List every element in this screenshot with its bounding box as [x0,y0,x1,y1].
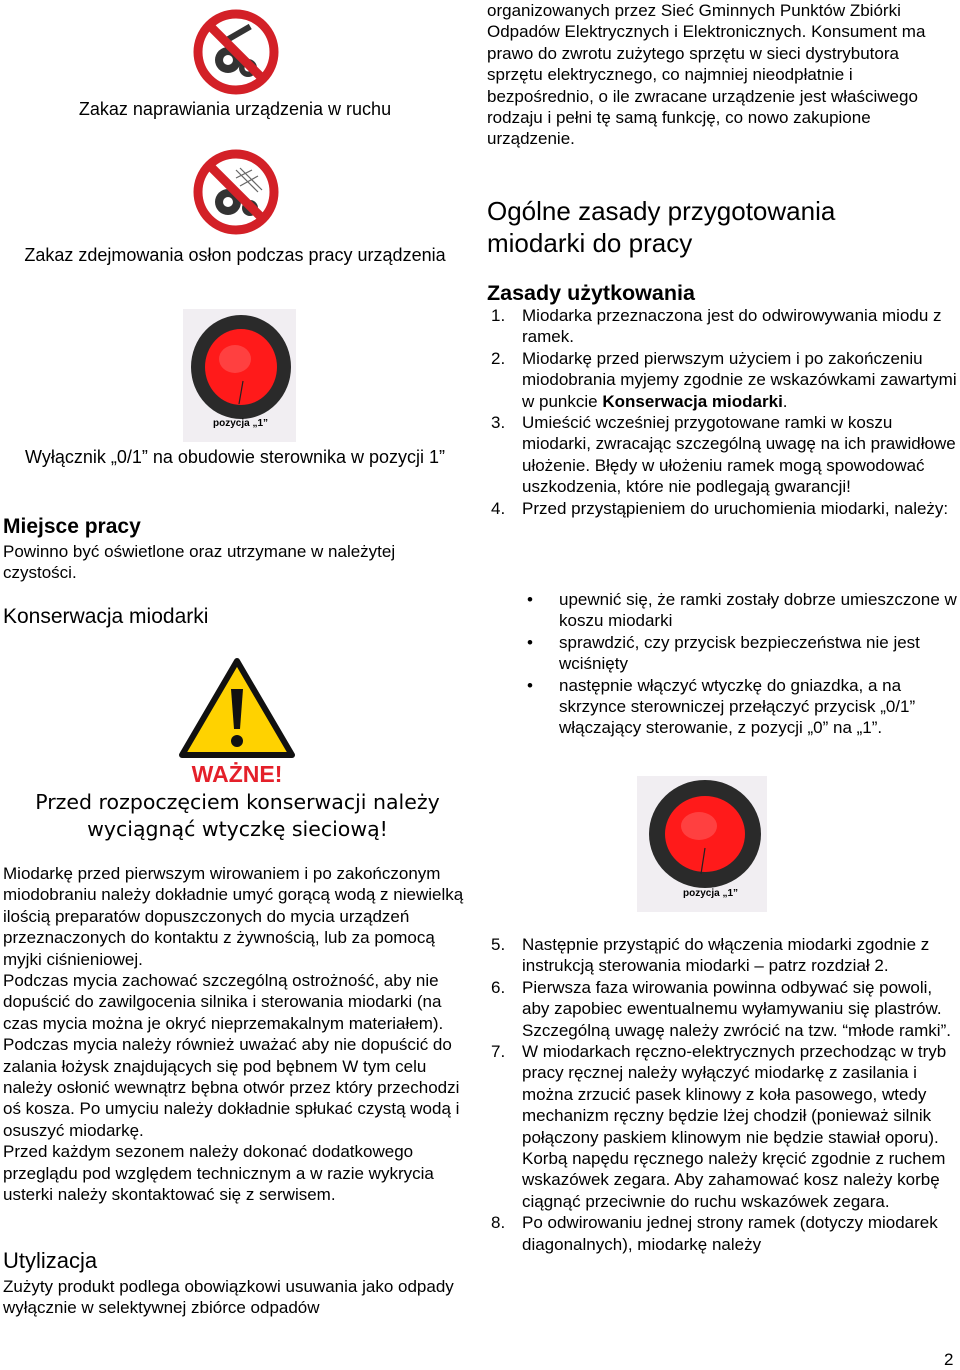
switch-label: pozycja „1” [213,418,269,429]
checklist-item [523,675,958,739]
sign2-caption: Zakaz zdejmowania osłon podczas pracy urządzenia [24,245,446,265]
rule-item [487,1212,957,1255]
switch-label-2: pozycja „1” [683,888,739,899]
warning-text-line-1: Przed rozpoczęciem konserwacji należy [35,790,440,814]
rule-text: Miodarkę przed pierwszym użyciem i po zakończeniu miodobrania myjemy zgodnie ze wskazówkami zawartymi w punkcie [522,348,957,411]
rules-list [487,305,957,519]
maintenance-paragraph-2: Podczas mycia zachować szczególną ostrożność, aby nie dopuścić do zawilgocenia silnika i sterowania miodarki (na czas mycia można je okryć nieprzemakalnym materiałem). [3,971,444,1033]
rule-item [487,977,957,1041]
rule-text: Przed przystąpieniem do uruchomienia miodarki, należy: [522,498,949,518]
section-title [487,195,957,259]
rule-item [487,498,957,519]
checklist-item [523,589,958,632]
rule-item [487,1041,957,1212]
warning-label: WAŻNE! [191,761,283,787]
checklist-text: następnie włączyć wtyczkę do gniazdka, a na skrzynce sterowniczej przełączyć przycisk „0/1” włączający sterowanie, z pozycji „0” na „1”. [559,675,916,738]
section-title-line-1: Ogólne zasady przygotowania [487,196,836,226]
section-title-line-2: miodarki do pracy [487,228,693,258]
bullet-icon: • [527,632,533,652]
rule-text: Następnie przystąpić do włączenia miodarki zgodnie z instrukcją sterowania miodarki – patrz rozdział 2. [522,935,930,976]
rules-heading: Zasady użytkowania [487,281,695,305]
no-removing-guards-icon [192,148,280,236]
rule-number: 1. [491,306,506,325]
rule-number: 4. [491,498,506,518]
workplace-heading: Miejsce pracy [3,515,141,538]
rule-number: 6. [491,977,506,997]
rule-number: 2. [491,348,506,368]
maintenance-heading: Konserwacja miodarki [3,605,209,628]
maintenance-paragraph-1: Miodarkę przed pierwszym wirowaniem i po zakończonym miodobraniu należy dokładnie umyć gorącą wodą z niewielką ilością preparatów dopuszczonych do mycia urządzeń przeznaczonych do kontaktu z żywnością, lub za pomocą myjki ciśnieniowej. [3,864,464,969]
bullet-icon: • [527,590,533,609]
checklist-text: sprawdzić, czy przycisk bezpieczeństwa nie jest wciśnięty [559,632,920,674]
checklist [523,589,958,739]
checklist-item [523,632,958,675]
switch-caption: Wyłącznik „0/1” na obudowie sterownika w pozycji 1” [24,447,445,467]
rule-text-end: . [782,391,788,411]
rule-item [487,412,957,498]
warning-icon [178,657,296,759]
rule-number: 3. [491,413,506,433]
rule-text: Umieścić wcześniej przygotowane ramki w koszu miodarki, zwracając szczególną uwagę na ich prawidłowe ułożenie. Błędy w ułożeniu ramek mogą spowodować uszkodzenia, które nie podlegają gwarancji! [522,413,956,497]
disposal-continuation: organizowanych przez Sieć Gminnych Punktów Zbiórki Odpadów Elektrycznych i Elektronicznych. Konsument ma prawo do zwrotu zużytego sprzętu w sieci dystrybutora sprzętu elektrycznego, co najmniej nieodpłatnie i bezpośrednio, o ile zwracane urządzenie jest właściwego rodzaju i pełni tę samą funkcję, co nowo zakupione urządzenie. [487,1,926,149]
checklist-text: upewnić się, że ramki zostały dobrze umieszczone w koszu miodarki [559,590,957,631]
sign1-caption: Zakaz naprawiania urządzenia w ruchu [78,99,392,119]
rule-text: Po odwirowaniu jednej strony ramek (dotyczy miodarek diagonalnych), miodarkę należy [522,1213,938,1254]
workplace-text: Powinno być oświetlone oraz utrzymane w należytej czystości. [3,542,396,583]
maintenance-body [3,863,473,1206]
rule-number: 7. [491,1042,506,1062]
bullet-icon: • [527,675,533,695]
rule-text: W miodarkach ręczno-elektrycznych przechodząc w tryb pracy ręcznej należy wyłączyć miodarkę z zasilania i można zrzucić pasek klinowy z koła pasowego, wtedy mechanizm ręczny będzie lżej chodził (ponieważ silnik połączony paskiem klinowym nie będzie stawiał oporu). Korbą napędu ręcznego należy kręcić zgodnie z ruchem wskazówek zegara. Aby zahamować kosz należy korbę ciągnąć przeciwnie do ruchu wskazówek zegara. [522,1042,947,1211]
rule-item [487,348,957,412]
maintenance-paragraph-3: Podczas mycia należy również uważać aby nie dopuścić do zalania łożysk znajdujących się pod bębnem W tym celu należy osłonić wewnątrz bębna otwór przez który przechodzi oś kosza. Po umyciu należy dokładnie spłukać czystą wodą i osuszyć miodarkę. [3,1035,460,1140]
no-repair-while-running-icon [192,8,280,96]
rule-text: Pierwsza faza wirowania powinna odbywać się powoli, aby zapobiec ewentualnemu wyłamywaniu się plastrów. Szczególną uwagę należy zwrócić na tzw. “młode ramki”. [522,977,951,1040]
rules-list-continued [487,934,957,1255]
warning-text-line-2: wyciągnąć wtyczkę sieciową! [87,817,388,841]
page-number: 2 [944,1350,954,1369]
rule-text-bold: Konserwacja miodarki [602,391,783,411]
rule-number: 8. [491,1213,506,1233]
maintenance-paragraph-4: Przed każdym sezonem należy dokonać dodatkowego przeglądu pod względem technicznym a w razie wykrycia usterki należy skontaktować się z serwisem. [3,1142,434,1205]
disposal-heading: Utylizacja [3,1248,98,1273]
switch-photo [183,309,296,442]
switch-photo-2 [637,776,767,912]
warning-text [0,789,475,843]
rule-number: 5. [491,935,506,954]
rule-item [487,934,957,977]
rule-item [487,305,957,348]
disposal-text: Zużyty produkt podlega obowiązkowi usuwania jako odpady wyłącznie w selektywnej zbiórce odpadów [3,1277,454,1318]
rule-text: Miodarka przeznaczona jest do odwirowywania miodu z ramek. [522,306,942,347]
